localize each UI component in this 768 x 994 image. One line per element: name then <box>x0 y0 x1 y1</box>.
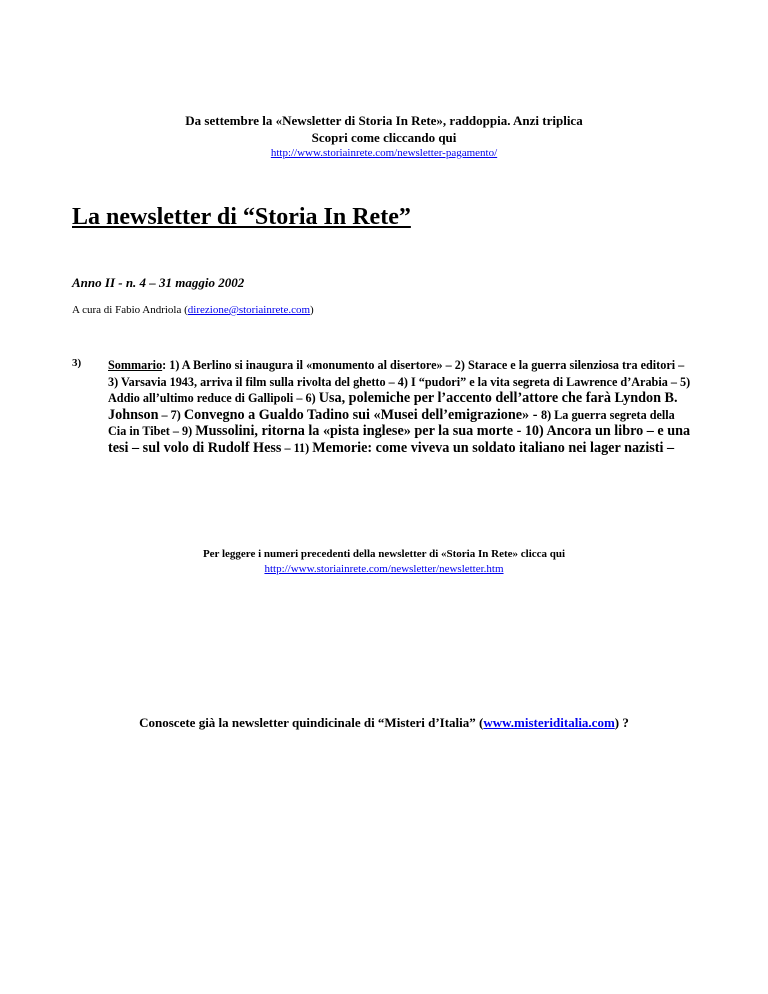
summary-item: – 7) <box>158 407 184 422</box>
summary-item: Mussolini, ritorna la «pista inglese» per la sua morte - 10) Ancora un libro – e una tesi – sul volo di Rudolf Hess <box>108 423 691 456</box>
promo-line-1: Da settembre la «Newsletter di Storia In Rete», raddoppia. Anzi triplica <box>185 113 583 128</box>
summary-number: 3) <box>72 357 82 369</box>
summary-label: Sommario <box>108 358 163 372</box>
summary-item: 4) I “pudori” e la vita segreta di Lawrence d’Arabia – <box>397 374 680 389</box>
summary-item: 5) Addio all’ultimo reduce di Gallipoli – 6) <box>108 374 691 405</box>
summary-block <box>72 357 692 456</box>
issue-line: Anno II - n. 4 – 31 maggio 2002 <box>72 275 245 290</box>
summary-item: Usa, polemiche per l’accento dell’attore che farà Lyndon B. Johnson <box>108 390 678 423</box>
curator-line <box>72 304 314 316</box>
summary-item: 2) Starace e la guerra silenziosa tra editori – <box>454 358 685 372</box>
misteri-line <box>0 715 768 731</box>
summary-item: Convegno a Gualdo Tadino sui «Musei dell’emigrazione» - <box>183 406 541 423</box>
summary-item: 1) A Berlino si inaugura il «monumento al disertore» – <box>169 358 455 372</box>
summary-item: – 11) <box>281 440 313 455</box>
previous-issues-text: Per leggere i numeri precedenti della newsletter di «Storia In Rete» clicca qui <box>202 548 566 560</box>
curator-suffix: ) <box>310 304 314 316</box>
promo-block <box>0 112 768 161</box>
page-title: La newsletter di “Storia In Rete” <box>72 204 411 230</box>
previous-issues-link[interactable]: http://www.storiainrete.com/newsletter/newsletter.htm <box>264 563 504 575</box>
misteri-prefix: Conoscete già la newsletter quindicinale di “Misteri d’Italia” ( <box>139 715 484 730</box>
summary-item: 3) Varsavia 1943, arriva il film sulla rivolta del ghetto – <box>108 374 398 389</box>
summary-body <box>108 357 692 456</box>
summary-item: 8) La guerra segreta della Cia in Tibet – 9) <box>108 407 675 438</box>
curator-prefix: A cura di Fabio Andriola ( <box>72 304 188 316</box>
misteri-suffix: ) ? <box>614 715 629 730</box>
promo-link[interactable]: http://www.storiainrete.com/newsletter-pagamento/ <box>270 147 498 159</box>
summary-colon: : <box>162 358 170 372</box>
curator-email-link[interactable]: direzione@storiainrete.com <box>187 304 311 316</box>
summary-item: Memorie: come viveva un soldato italiano nei lager nazisti – <box>312 439 675 456</box>
misteri-link[interactable]: www.misteriditalia.com <box>483 715 615 730</box>
previous-issues-block <box>0 547 768 577</box>
promo-line-2: Scopri come cliccando qui <box>311 130 457 145</box>
